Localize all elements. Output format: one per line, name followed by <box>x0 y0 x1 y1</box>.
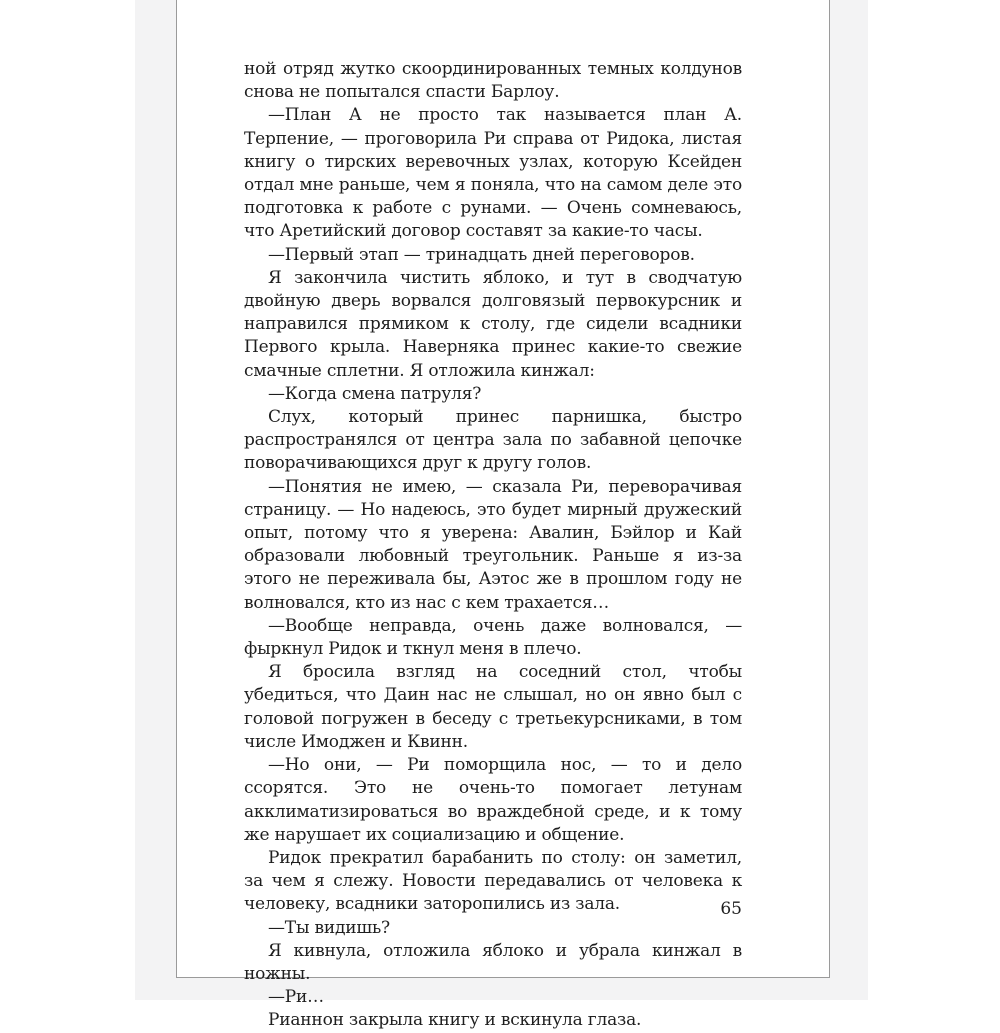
paragraph: —Ри… <box>268 987 324 1008</box>
paragraph: Ридок прекратил барабанить по столу: он заметил, за чем я слежу. Новости передавались от человека к человеку, всадники заторопились из зала. <box>244 847 742 915</box>
paragraph: —Понятия не имею, — сказала Ри, переворачивая страницу. — Но надеюсь, это будет мирный дружеский опыт, потому что я уверена: Авалин, Бэйлор и Кай образовали любовный треугольник. Раньше я из-за этого не переживала бы, Аэтос же в прошлом году не волновался, кто из нас с кем трахается… <box>244 476 742 613</box>
paragraph: —План А не просто так называется план А. Терпение, — проговорила Ри справа от Ридока, листая книгу о тирских веревочных узлах, которую Ксейден отдал мне раньше, чем я поняла, что на самом деле это подготовка к работе с рунами. — Очень сомневаюсь, что Аретийский договор составят за какие-то часы. <box>244 105 742 242</box>
paragraph: Я кивнула, отложила яблоко и убрала кинжал в ножны. <box>244 940 742 984</box>
paragraph: —Но они, — Ри поморщила нос, — то и дело ссорятся. Это не очень-то помогает летунам акклиматизироваться во враждебной среде, и к тому же нарушает их социализацию и общение. <box>244 755 742 845</box>
paragraph: Я закончила чистить яблоко, и тут в сводчатую двойную дверь ворвался долговязый первокурсник и направился прямиком к столу, где сидели всадники Первого крыла. Наверняка принес какие-то свежие смачные сплетни. Я отложила кинжал: <box>244 267 742 381</box>
paragraph: Я бросила взгляд на соседний стол, чтобы убедиться, что Даин нас не слышал, но он явно был с головой погружен в беседу с третьекурсниками, в том числе Имоджен и Квинн. <box>244 662 742 752</box>
paragraph: —Вообще неправда, очень даже волновался, — фыркнул Ридок и ткнул меня в плечо. <box>244 615 742 660</box>
paragraph: —Ты видишь? <box>268 917 390 938</box>
paragraph: Рианнон закрыла книгу и вскинула глаза. <box>268 1010 642 1031</box>
page-body-text <box>244 58 742 1033</box>
page-number: 65 <box>720 899 742 919</box>
paragraph: Слух, который принес парнишка, быстро распространялся от центра зала по забавной цепочке поворачивающихся друг к другу голов. <box>244 407 742 474</box>
paragraph: —Когда смена патруля? <box>268 383 482 404</box>
paragraph: ной отряд жутко скоординированных темных колдунов снова не попытался спасти Барлоу. <box>244 59 742 103</box>
paragraph: —Первый этап — тринадцать дней переговоров. <box>268 244 695 265</box>
